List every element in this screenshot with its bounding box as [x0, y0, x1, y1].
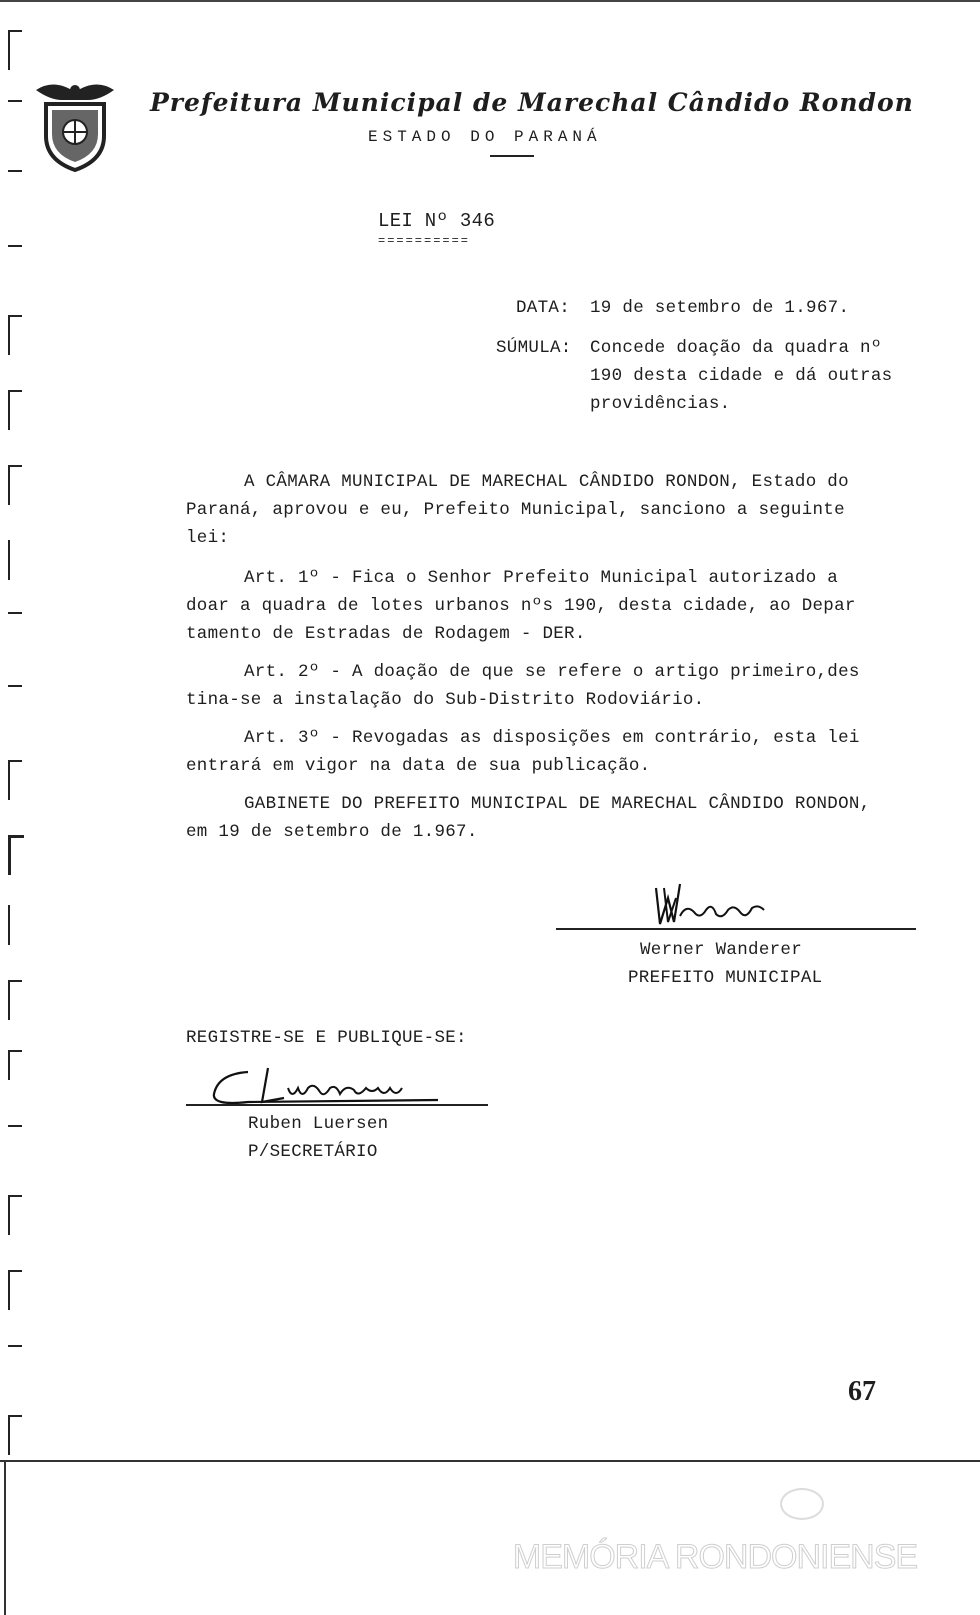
municipal-coat-of-arms-icon [34, 78, 116, 173]
sumula-line: providências. [590, 394, 731, 414]
letterhead-underline [490, 155, 534, 157]
body-line: doar a quadra de lotes urbanos nºs 190, desta cidade, ao Depar [186, 596, 856, 616]
secretary-name: Ruben Luersen [248, 1114, 389, 1134]
body-line: A CÂMARA MUNICIPAL DE MARECHAL CÂNDIDO RONDON, Estado do [244, 472, 849, 492]
body-line: tamento de Estradas de Rodagem - DER. [186, 624, 586, 644]
body-line: tina-se a instalação do Sub-Distrito Rodoviário. [186, 690, 705, 710]
page-left-edge [4, 1460, 6, 1615]
letterhead-title: Prefeitura Municipal de Marechal Cândido Rondon [150, 88, 914, 117]
body-line: Art. 1º - Fica o Senhor Prefeito Municipal autorizado a [244, 568, 839, 588]
body-line: entrará em vigor na data de sua publicação. [186, 756, 651, 776]
body-line: Art. 3º - Revogadas as disposições em contrário, esta lei [244, 728, 860, 748]
watermark: MEMÓRIA RONDONIENSE [512, 1538, 918, 1576]
data-label: DATA: [516, 298, 571, 318]
body-line: em 19 de setembro de 1.967. [186, 822, 478, 842]
body-line: Paraná, aprovou e eu, Prefeito Municipal, sanciono a seguinte [186, 500, 845, 520]
registre-publique: REGISTRE-SE E PUBLIQUE-SE: [186, 1028, 467, 1048]
secretary-signature-line [186, 1104, 488, 1106]
body-line: lei: [186, 528, 230, 548]
data-value: 19 de setembro de 1.967. [590, 298, 850, 318]
mayor-signature-line [556, 928, 916, 930]
law-number-underline: ========== [378, 234, 471, 248]
secretary-title: P/SECRETÁRIO [248, 1142, 378, 1162]
page-bottom-edge [0, 1460, 980, 1462]
sumula-label: SÚMULA: [496, 338, 572, 358]
watermark-logo-icon [780, 1488, 824, 1520]
body-line: GABINETE DO PREFEITO MUNICIPAL DE MARECHAL CÂNDIDO RONDON, [244, 794, 871, 814]
mayor-name: Werner Wanderer [640, 940, 803, 960]
body-line: Art. 2º - A doação de que se refere o artigo primeiro,des [244, 662, 860, 682]
law-number: LEI Nº 346 [378, 210, 496, 232]
mayor-title: PREFEITO MUNICIPAL [628, 968, 823, 988]
sumula-line: 190 desta cidade e dá outras [590, 366, 893, 386]
letterhead-state: ESTADO DO PARANÁ [368, 128, 602, 146]
sumula-line: Concede doação da quadra nº [590, 338, 882, 358]
page-number: 67 [848, 1376, 876, 1407]
mayor-signature [650, 876, 770, 931]
top-edge [0, 0, 980, 2]
